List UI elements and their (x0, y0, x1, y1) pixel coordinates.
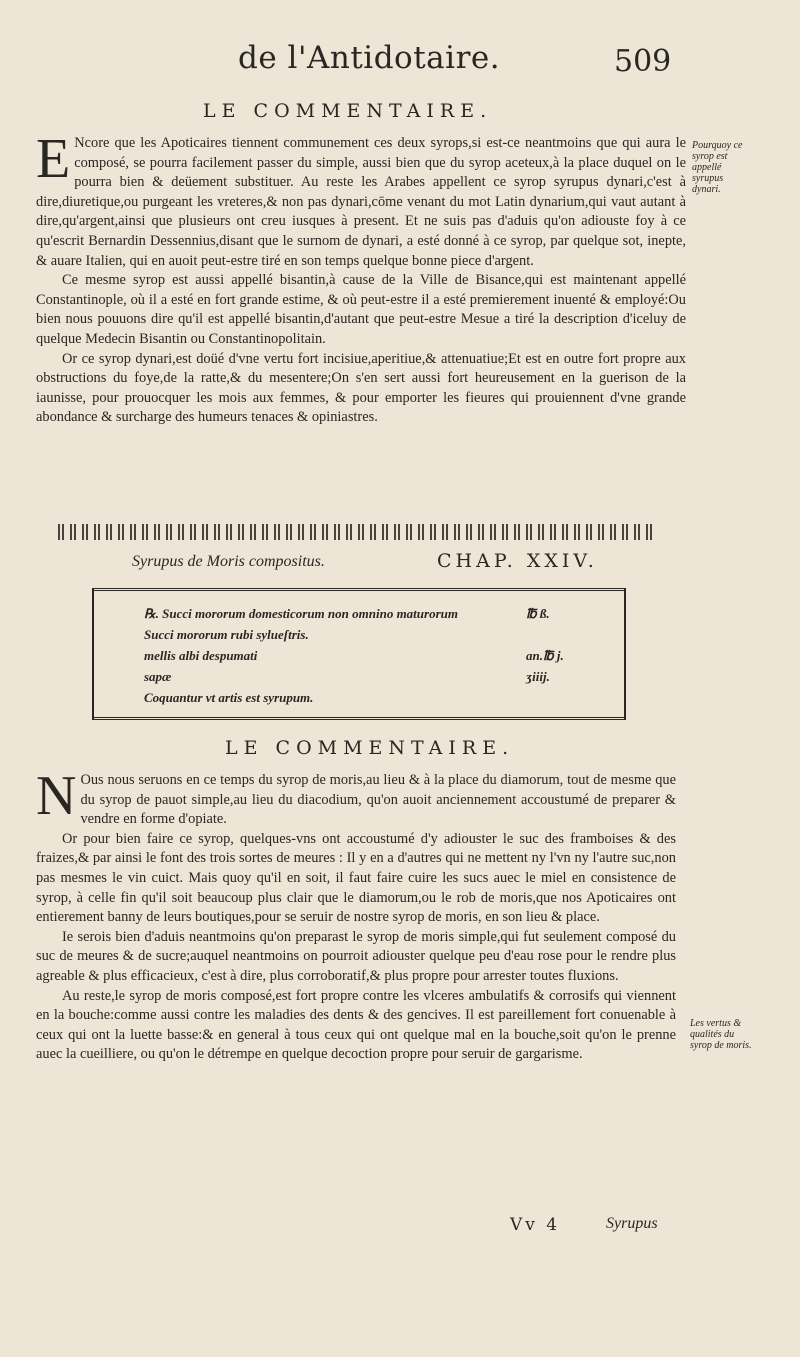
commentary-1-para-3: Or ce syrop dynari,est doüé d'vne vertu fort incisiue,aperitiue,& attenuatiue;Et est en outre fort propre aux obstructions du foye,de la ratte,& du mesentere;On s'en sert aussi fort heureusement en la guerison de la iaunisse, pour prouocquer les mois aux femmes, & pour emporter les fieures qui prouiennent d'vne grande abondance & surcharge des humeurs tenaces & opiniastres. (36, 350, 686, 426)
chapter-number: CHAP. XXIV. (437, 550, 598, 572)
section-heading-1: LE COMMENTAIRE. (203, 100, 493, 122)
recipe-item-1: ℞. Succi mororum domesticorum non omnino maturorum (144, 606, 458, 621)
chapter-title: Syrupus de Moris compositus. (132, 553, 325, 570)
drop-cap-n: N (36, 765, 77, 827)
commentary-1-para-2: Ce mesme syrop est aussi appellé bisantin,à cause de la Ville de Bisance,qui est maintenant appellé Constantinople, où il a esté en fort grande estime, & où peut-estre il a esté premierement inuenté & employé:Ou bien nous pouuons dire qu'il est appellé bisantin,d'autant que peut-estre Mesue a tiré la description d'iceluy de quelque Medecin Bisantin ou Constantinopolitain. (36, 272, 686, 347)
drop-cap-e: E (36, 128, 71, 190)
commentary-1 (36, 128, 686, 428)
recipe-bottom-rule (94, 717, 624, 720)
recipe-box (92, 588, 626, 720)
recipe-qty-1: ℔ ß. (526, 606, 550, 621)
commentary-2-para-1: Ous nous seruons en ce temps du syrop de moris,au lieu & à la place du diamorum, tout de mesme que du syrop de pauot simple,au lieu du diacodium, qu'on auoit anciennement accoustumé de preparer & vendre en forme d'opiate. (80, 772, 676, 828)
recipe-item-5: Coquantur vt artis est syrupum. (144, 690, 314, 705)
commentary-1-para-1: Ncore que les Apoticaires tiennent communement ces deux syrops,si est-ce neantmoins que qui aura le composé, se pourra facilement passer du simple, aussi bien que du syrop aceteux,à la place duquel on le pourra bien & deüement substituer. Au reste les Arabes appellent ce syrop syrupus dynari,c'est à dire,diuretique,ou purgeant les vreteres,& non pas dynari,cōme venant du mot Latin dynarium,qui vaut autant à dire,qu'argent,ainsi que plusieurs ont creu iusques à present. Et ne suis pas d'aduis qu'on adiouste foy à ce qu'escrit Bernardin Dessennius,disant que le surnom de dynari, a esté donné à ce syrop, par quelque sot, inepte, & auare Italien, qui en auoit peut-estre tiré en son temps quelque bonne piece d'argent. (36, 135, 686, 269)
recipe-qty-4: ʒiiij. (526, 669, 550, 684)
recipe-top-rule (94, 588, 624, 591)
running-title: de l'Antidotaire. (238, 40, 501, 76)
margin-note-2: Les vertus & qualités du syrop de moris. (690, 1018, 752, 1051)
ornamental-border (58, 524, 658, 540)
recipe-item-2: Succi mororum rubi sylueſtris. (144, 627, 309, 642)
margin-note-1: Pourquoy ce syrop est appellé syrupus dynari. (692, 140, 743, 195)
page-number: 509 (614, 44, 672, 79)
commentary-2 (36, 765, 676, 1065)
catchword: Syrupus (606, 1215, 658, 1232)
recipe-item-3: mellis albi despumati (144, 648, 258, 663)
recipe-item-4: sapæ (144, 669, 172, 684)
signature-mark: Vv 4 (510, 1215, 561, 1235)
commentary-2-para-4: Au reste,le syrop de moris composé,est fort propre contre les vlceres ambulatifs & corrosifs qui viennent en la bouche:comme aussi contre les maladies des dents & des gencives. Il est pareillement fort conuenable à ceux qui ont la luette basse:& en general à tous ceux qui ont quelque mal en la bouche,soit qu'on le prenne auec la cueilliere, ou qu'on le détrempe en quelque decoction propre pour seruir de gargarisme. (36, 987, 676, 1063)
commentary-2-para-3: Ie serois bien d'aduis neantmoins qu'on preparast le syrop de moris simple,qui fut seulement composé du suc de meures & de sucre;auquel neantmoins on pourroit adiouster quelque peu d'eau rose pour le rendre plus agreable & plus efficacieux, c'est à dire, plus corroboratif,& plus propre pour arrester toutes fluxions. (36, 928, 676, 984)
commentary-2-para-2: Or pour bien faire ce syrop, quelques-vns ont accoustumé d'y adiouster le suc des framboises & des fraizes,& par ainsi le font des trois sortes de meures : Il y en a d'autres qui ne mettent ny l'vn ny l'autre suc,non pas mesmes le vin cuict. Mais quoy qu'il en soit, il faut faire cuire les sucs auec le miel en consistence de syrop, à celle fin qu'il soit beaucoup plus clair que le diamorum,ou le rob de moris,que nos Apoticaires ont entierement banny de leurs boutiques,pour se seruir de nostre syrop de moris, en son lieu & place. (36, 830, 676, 926)
recipe-qty-3: an.℔ j. (526, 648, 564, 663)
section-heading-2: LE COMMENTAIRE. (225, 737, 515, 759)
